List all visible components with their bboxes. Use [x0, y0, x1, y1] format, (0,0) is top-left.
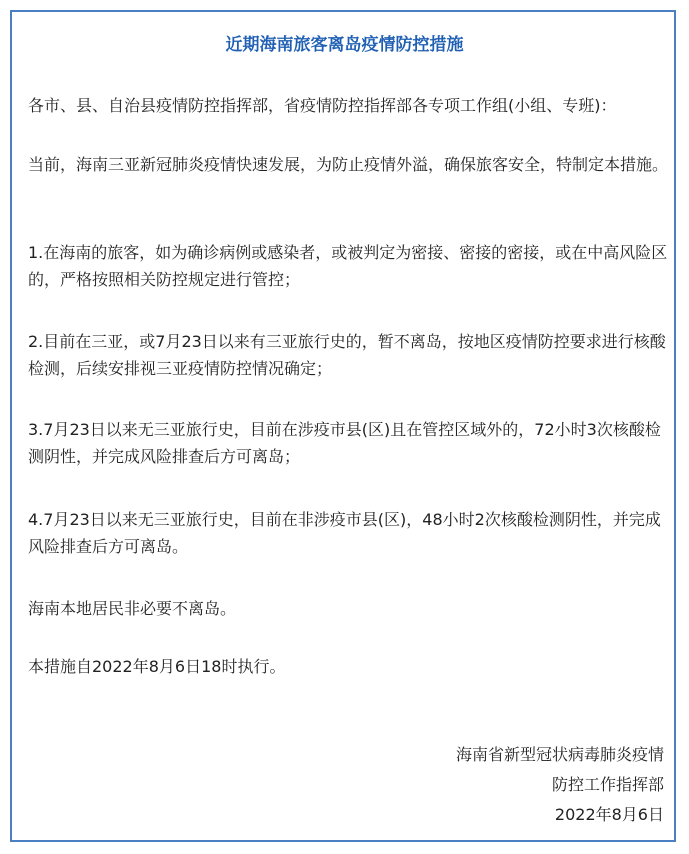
addressee-paragraph: 各市、县、自治县疫情防控指挥部，省疫情防控指挥部各专项工作组(小组、专班)： [28, 96, 617, 115]
signature-date: 2022年8月6日 [554, 805, 664, 824]
measure-item-3: 3.7月23日以来无三亚旅行史，目前在涉疫市县(区)且在管控区域外的，72小时3次核酸检测阴性，并完成风险排查后方可离岛； [28, 420, 661, 466]
measure-item-2: 2.目前在三亚，或7月23日以来有三亚旅行史的，暂不离岛，按地区疫情防控要求进行核酸检测，后续安排视三亚疫情防控情况确定； [28, 332, 666, 378]
intro-paragraph: 当前，海南三亚新冠肺炎疫情快速发展，为防止疫情外溢，确保旅客安全，特制定本措施。 [28, 155, 669, 174]
measure-item-4: 4.7月23日以来无三亚旅行史，目前在非涉疫市县(区)，48小时2次核酸检测阴性，并完成风险排查后方可离岛。 [28, 510, 661, 556]
measure-item-1: 1.在海南的旅客，如为确诊病例或感染者，或被判定为密接、密接的密接，或在中高风险区的，严格按照相关防控规定进行管控； [28, 243, 668, 289]
signature-org-line2: 防控工作指挥部 [551, 775, 664, 794]
document-title: 近期海南旅客离岛疫情防控措施 [225, 35, 464, 55]
residents-note: 海南本地居民非必要不离岛。 [28, 599, 237, 618]
signature-org-line1: 海南省新型冠状病毒肺炎疫情 [455, 745, 664, 764]
effective-note: 本措施自2022年8月6日18时执行。 [28, 657, 286, 676]
